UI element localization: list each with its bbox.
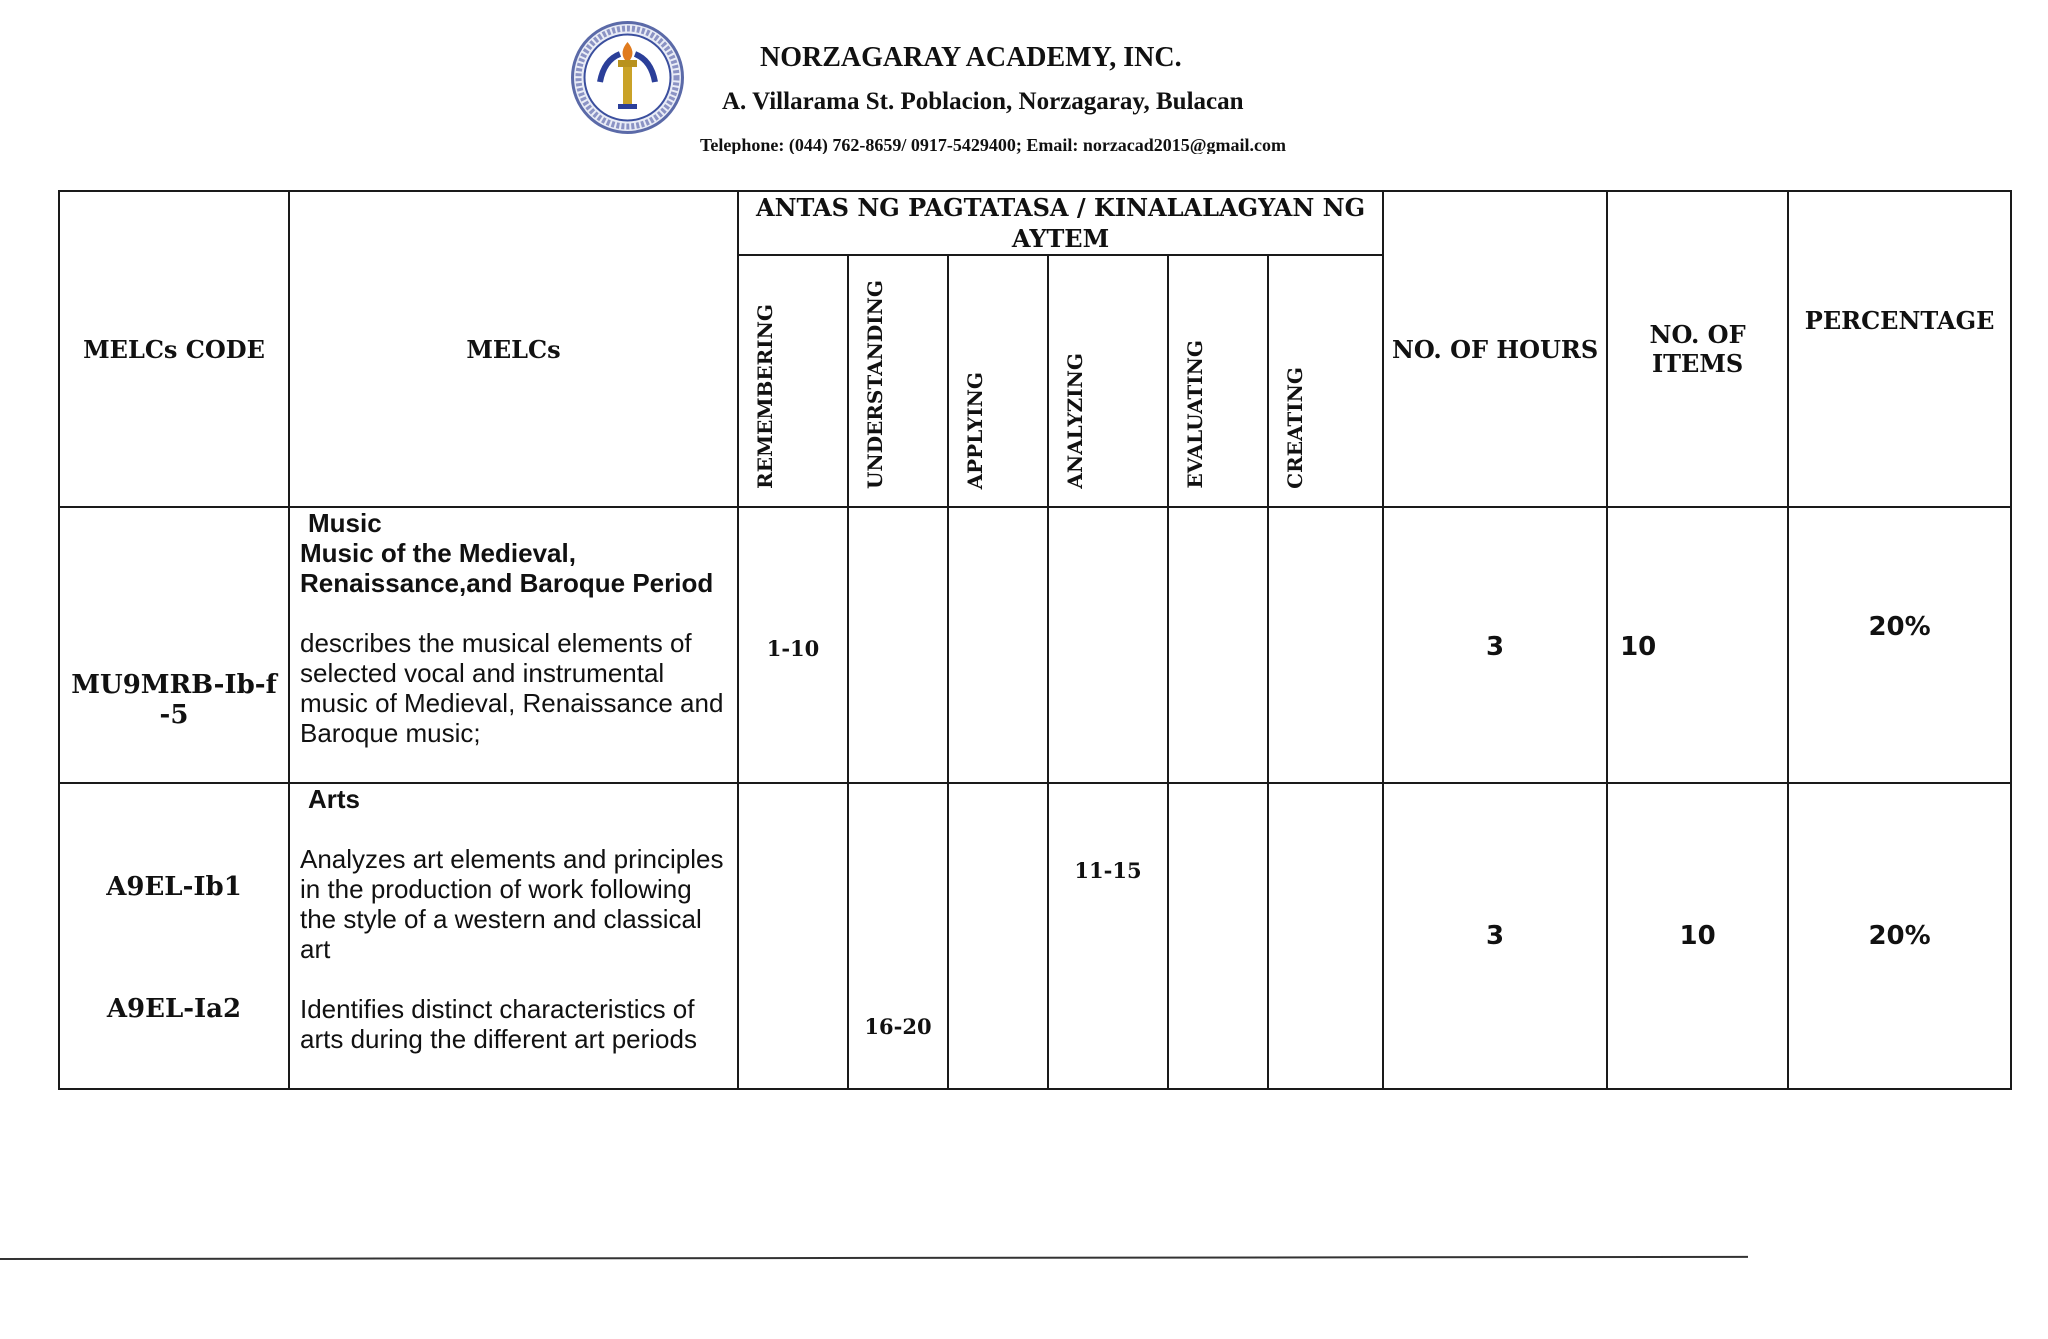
level-label: UNDERSTANDING xyxy=(863,279,887,489)
hours-value: 3 xyxy=(1383,507,1607,783)
subject-label: Arts xyxy=(308,784,361,814)
header-level-creating xyxy=(1268,255,1383,507)
header-level-remembering xyxy=(738,255,848,507)
header-level-analyzing xyxy=(1048,255,1168,507)
empty-cell xyxy=(1048,507,1168,783)
melc-code-text: MU9MRB-Ib-f-5 xyxy=(71,670,277,730)
level-label: EVALUATING xyxy=(1183,340,1207,489)
hours-value: 3 xyxy=(1383,783,1607,1089)
melc-code-text: A9EL-Ib1 xyxy=(106,872,242,902)
empty-cell xyxy=(1168,507,1268,783)
header-no-of-items: NO. OF ITEMS xyxy=(1607,191,1788,507)
header-level-evaluating xyxy=(1168,255,1268,507)
table-of-specifications xyxy=(58,190,2012,1090)
melc-code xyxy=(59,783,289,1089)
items-value: 10 xyxy=(1607,783,1788,1089)
remembering-items: 1-10 xyxy=(738,507,848,783)
subject-label: Music xyxy=(308,508,382,538)
school-contact-clip xyxy=(700,134,1360,154)
items-value: 10 xyxy=(1607,507,1788,783)
melc-code xyxy=(59,507,289,783)
header-melcs: MELCs xyxy=(289,191,738,507)
school-address: A. Villarama St. Poblacion, Norzagaray, Bulacan xyxy=(722,88,1244,115)
header-assessment-levels: ANTAS NG PAGTATASA / KINALALAGYAN NG AYTEM xyxy=(738,191,1383,255)
empty-cell xyxy=(738,783,848,1089)
topic-label: Music of the Medieval, Renaissance,and Baroque Period xyxy=(300,538,714,598)
header-melcs-code: MELCs CODE xyxy=(59,191,289,507)
empty-cell xyxy=(948,783,1048,1089)
melc-description: Analyzes art elements and principles in the production of work following the style of a western and classical art xyxy=(300,844,724,964)
header-no-of-hours: NO. OF HOURS xyxy=(1383,191,1607,507)
level-label: REMEMBERING xyxy=(753,304,777,489)
percentage-value: 20% xyxy=(1788,507,2011,783)
school-seal-logo xyxy=(570,20,685,135)
header-level-understanding xyxy=(848,255,948,507)
header-level-applying xyxy=(948,255,1048,507)
empty-cell xyxy=(948,507,1048,783)
empty-cell xyxy=(848,507,948,783)
melc-description: describes the musical elements of selected vocal and instrumental music of Medieval, Renaissance and Baroque music; xyxy=(300,628,724,748)
melc-code-text: A9EL-Ia2 xyxy=(106,994,242,1024)
level-label: APPLYING xyxy=(963,371,987,489)
school-contact: Telephone: (044) 762-8659/ 0917-5429400; Email: norzacad2015@gmail.com xyxy=(700,135,1287,154)
table-row xyxy=(59,507,2011,783)
header-percentage: PERCENTAGE xyxy=(1788,191,2011,507)
school-name: NORZAGARAY ACADEMY, INC. xyxy=(760,42,1182,73)
analyzing-items: 11-15 xyxy=(1048,783,1168,1089)
footer-divider xyxy=(0,1256,1748,1260)
level-label: ANALYZING xyxy=(1063,353,1087,489)
empty-cell xyxy=(1168,783,1268,1089)
melc-description: Identifies distinct characteristics of arts during the different art periods xyxy=(300,994,697,1054)
percentage-value: 20% xyxy=(1788,783,2011,1089)
level-label: CREATING xyxy=(1283,367,1307,489)
melc-cell xyxy=(289,507,738,783)
understanding-items: 16-20 xyxy=(848,783,948,1089)
empty-cell xyxy=(1268,507,1383,783)
empty-cell xyxy=(1268,783,1383,1089)
table-row xyxy=(59,783,2011,1089)
melc-cell xyxy=(289,783,738,1089)
